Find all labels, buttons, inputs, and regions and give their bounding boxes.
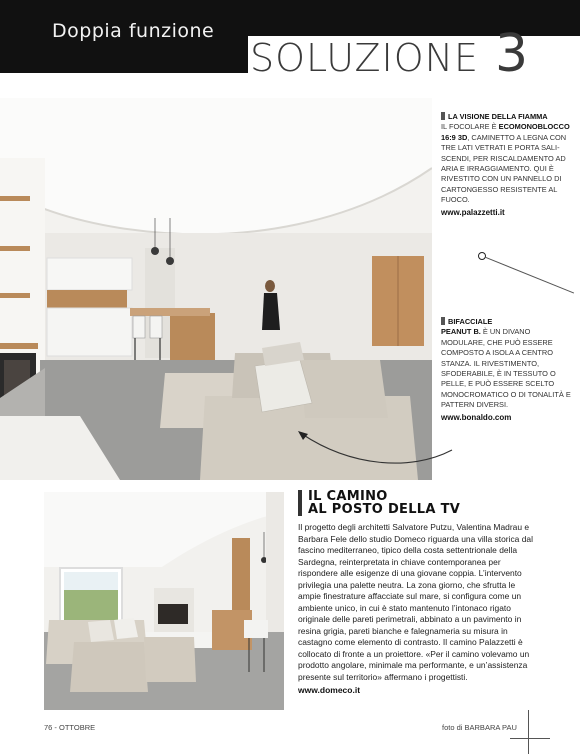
fireplace-caption	[441, 112, 573, 218]
caption-intro: IL FOCOLARE È	[441, 122, 497, 132]
sofa-caption	[441, 317, 573, 423]
pointer-dot-fireplace	[478, 252, 486, 260]
section-title: Doppia funzione	[52, 20, 215, 42]
article-title	[298, 490, 540, 516]
article-body: Il progetto degli architetti Salvatore Putzu, Valentina Madrau e Barbara Fele dello studio Domeco riguarda una villa storica dal fascino mediterraneo, tipico della costa settentrionale della Sardegna, reinterpretata in chiave contemporanea per rispondere alle esigenze di una giovane coppia. L’intervento privilegia una palette neutra. La zona giorno, che sfrutta le ampie finestrature affacciate sul mare, si configura come un ambiente unico, in cui è stato mantenuto l’intonaco rigato originale delle pareti perimetrali, abbinato a un pavimento in resina grigia, pareti bianche e falegnameria su misura in castagno come elemento di contrasto. Il camino Palazzetti è collocato di fronte a un proiettore. «Per il camino volevamo un prodotto angolare, minimale ma performante, e un’assistenza presente sul territorio» affermano i progettisti.	[298, 522, 533, 682]
solution-label: SOLUZIONE	[250, 36, 480, 80]
caption-product-fireplace: ECOMONOBLOCCO 16:9 3D	[441, 122, 570, 142]
crop-mark-vertical	[528, 710, 529, 754]
photo-credit: foto di BARBARA PAU	[442, 723, 517, 732]
caption-title-fireplace: LA VISIONE DELLA FIAMMA	[441, 112, 573, 122]
page-number: 76 - OTTOBRE	[44, 723, 96, 732]
caption-description-fireplace: , CAMINETTO A LEGNA CON TRE LATI VETRATI E PORTA SALI-SCENDI, PER RISCALDAMENTO AD ARIA E IRRAGGIAMENTO. QUI È RIVESTITO CON UN PANNELLO DI CARTONGESSO RESISTENTE AL FUOCO.	[441, 132, 567, 205]
article-title-line2: AL POSTO DELLA TV	[308, 502, 461, 517]
caption-text-sofa	[441, 317, 573, 411]
caption-text-fireplace	[441, 122, 573, 205]
article-title-line1: IL CAMINO	[308, 489, 388, 504]
crop-mark-horizontal	[510, 738, 550, 739]
link-bonaldo[interactable]: www.bonaldo.com	[441, 412, 512, 422]
caption-title-sofa: BIFACCIALE	[441, 317, 492, 326]
link-palazzetti[interactable]: www.palazzetti.it	[441, 207, 505, 217]
solution-number: 3	[495, 24, 529, 84]
link-domeco[interactable]: www.domeco.it	[298, 685, 361, 695]
caption-description-sofa: È UN DIVANO MODULARE, CHE PUÒ ESSERE COMPOSTO A ISOLA A CENTRO STANZA. IL RIVESTIMENTO, SFODERABILE, È IN TESSUTO O PELLE, E PUÒ ESSERE SCELTO MONOCROMATICO O DI TONALITÀ E PATTERN DIVERSI.	[441, 327, 571, 410]
pointer-arrow-sofa	[290, 420, 460, 472]
living-room-fireplace-photo	[44, 492, 284, 710]
caption-product-sofa: PEANUT B.	[441, 327, 481, 337]
pointer-line-fireplace	[486, 257, 574, 294]
article-block	[298, 490, 540, 695]
